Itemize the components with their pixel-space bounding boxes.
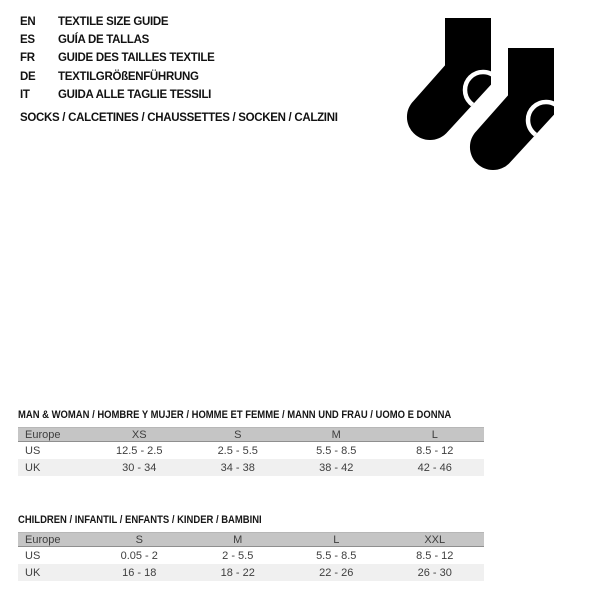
table-cell: 8.5 - 12 (416, 549, 454, 562)
language-list (20, 13, 215, 104)
table-cell: 38 - 42 (319, 461, 354, 474)
table-cell: 0.05 - 2 (120, 549, 158, 562)
size-table-man-woman (18, 427, 484, 476)
language-code: DE (20, 70, 36, 83)
table-cell: 8.5 - 12 (416, 444, 454, 457)
language-row (20, 68, 215, 86)
size-table-children (18, 532, 484, 581)
table-header-cell: S (189, 428, 288, 442)
table-cell: 2.5 - 5.5 (217, 444, 258, 457)
language-label: GUIDA ALLE TAGLIE TESSILI (58, 88, 212, 101)
table-header-cell: M (287, 428, 386, 442)
size-table-section-man-woman (18, 409, 484, 476)
language-label: GUIDE DES TAILLES TEXTILE (58, 52, 215, 65)
language-code: IT (20, 88, 30, 101)
socks-icon (403, 16, 556, 174)
region-cell: US (25, 444, 41, 457)
table-cell: 34 - 38 (220, 461, 255, 474)
table-cell: 30 - 34 (122, 461, 157, 474)
table-cell: 18 - 22 (220, 566, 255, 579)
table-header-row (18, 428, 484, 442)
language-row (20, 31, 215, 49)
language-label: GUÍA DE TALLAS (58, 34, 149, 47)
table-cell: 16 - 18 (122, 566, 157, 579)
table-cell: 26 - 30 (417, 566, 452, 579)
table-header-cell: XS (90, 428, 189, 442)
table-row (18, 459, 484, 476)
region-cell: UK (25, 566, 41, 579)
size-table-title: MAN & WOMAN / HOMBRE Y MUJER / HOMME ET FEMME / MANN UND FRAU / UOMO E DONNA (18, 409, 452, 421)
category-line: SOCKS / CALCETINES / CHAUSSETTES / SOCKEN / CALZINI (20, 112, 338, 124)
table-header-cell: Europe (18, 533, 90, 547)
language-row (20, 49, 215, 67)
language-code: ES (20, 34, 35, 47)
table-cell: 5.5 - 8.5 (316, 549, 357, 562)
language-row (20, 86, 215, 104)
size-table-section-children (18, 514, 484, 581)
table-cell: 5.5 - 8.5 (316, 444, 357, 457)
table-cell: 42 - 46 (417, 461, 452, 474)
language-row (20, 13, 215, 31)
table-header-cell: M (189, 533, 288, 547)
table-header-cell: L (386, 428, 485, 442)
table-header-row (18, 533, 484, 547)
table-header-cell: S (90, 533, 189, 547)
region-cell: US (25, 549, 41, 562)
table-cell: 2 - 5.5 (222, 549, 254, 562)
table-row (18, 547, 484, 565)
table-header-cell: XXL (386, 533, 485, 547)
table-cell: 22 - 26 (319, 566, 354, 579)
language-label: TEXTILE SIZE GUIDE (58, 16, 169, 28)
table-header-cell: Europe (18, 428, 90, 442)
language-code: EN (20, 16, 36, 28)
table-row (18, 442, 484, 460)
language-label: TEXTILGRÖßENFÜHRUNG (58, 70, 199, 83)
table-cell: 12.5 - 2.5 (116, 444, 163, 457)
table-header-cell: L (287, 533, 386, 547)
table-row (18, 564, 484, 581)
language-code: FR (20, 52, 35, 65)
size-table-title: CHILDREN / INFANTIL / ENFANTS / KINDER / BAMBINI (18, 514, 262, 526)
region-cell: UK (25, 461, 41, 474)
